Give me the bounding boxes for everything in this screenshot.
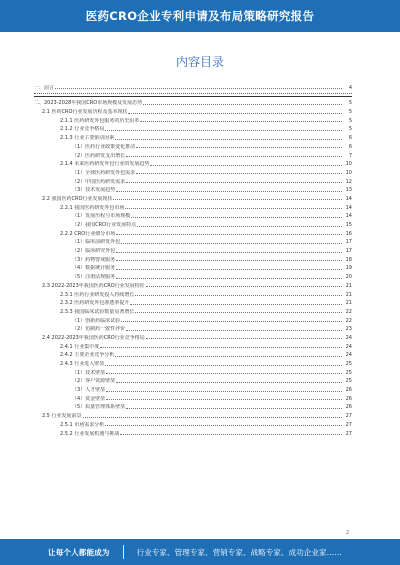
toc-entry-label: （1）技术壁垒 bbox=[72, 369, 106, 376]
toc-entry[interactable] bbox=[34, 315, 352, 324]
toc-entry-page: 26 bbox=[345, 387, 352, 394]
toc-entry[interactable] bbox=[34, 410, 352, 419]
toc-entry[interactable] bbox=[34, 263, 352, 272]
toc-entry-page: 26 bbox=[345, 395, 352, 402]
footer-banner bbox=[0, 539, 400, 565]
toc-entry-page: 26 bbox=[345, 404, 352, 411]
toc-leader-dots bbox=[128, 113, 342, 114]
toc-entry[interactable] bbox=[34, 419, 352, 428]
toc-leader-dots bbox=[135, 312, 342, 313]
toc-entry-page: 6 bbox=[348, 135, 352, 142]
toc-entry-page: 25 bbox=[345, 361, 352, 367]
toc-entry[interactable] bbox=[34, 202, 352, 211]
toc-entry[interactable] bbox=[34, 82, 352, 91]
toc-leader-dots bbox=[121, 243, 342, 244]
toc-entry[interactable] bbox=[34, 367, 352, 376]
toc-entry-page: 21 bbox=[345, 300, 352, 307]
toc-entry[interactable] bbox=[34, 332, 352, 341]
toc-entry-page: 20 bbox=[345, 274, 352, 281]
toc-leader-dots bbox=[143, 104, 342, 105]
toc-entry-page: 17 bbox=[345, 239, 352, 246]
toc-entry[interactable] bbox=[34, 254, 352, 263]
report-header bbox=[0, 0, 400, 32]
toc-entry-label: 二、2023-2028年我国CRO市场规模及发展态势 bbox=[34, 100, 143, 107]
toc-entry[interactable] bbox=[34, 402, 352, 411]
toc-entry-page: 10 bbox=[345, 169, 352, 176]
toc-entry[interactable] bbox=[34, 376, 352, 385]
toc-leader-dots bbox=[130, 304, 342, 305]
toc-entry[interactable] bbox=[34, 358, 352, 367]
toc-entry[interactable] bbox=[34, 167, 352, 176]
toc-leader-dots bbox=[105, 365, 342, 366]
toc-entry-page: 16 bbox=[345, 230, 352, 237]
toc-entry-label: 2.2.2 CRO行业细分市场 bbox=[60, 230, 116, 237]
toc-entry-label: （1）全球医药研发外包需求 bbox=[72, 169, 136, 176]
toc-leader-dots bbox=[136, 147, 342, 148]
toc-entry-label: （2）仿制药一致性评价 bbox=[72, 326, 126, 333]
toc-entry-page: 6 bbox=[348, 143, 352, 150]
report-title: 医药CRO企业专利申请及布局策略研究报告 bbox=[85, 9, 315, 23]
toc-entry[interactable] bbox=[34, 289, 352, 298]
toc-entry-page: 22 bbox=[345, 308, 352, 315]
toc-leader-dots bbox=[150, 165, 342, 166]
toc-entry[interactable] bbox=[34, 106, 352, 115]
toc-entry-page: 27 bbox=[345, 413, 352, 420]
toc-entry-label: 2.5 行业发展前景 bbox=[42, 413, 82, 420]
toc-entry-label: 2.3 2022-2023年我国医药CRO行业发展特征 bbox=[42, 282, 145, 289]
toc-entry-label: （2）医药研发支出增长 bbox=[72, 152, 126, 159]
toc-entry-page: 5 bbox=[348, 126, 352, 133]
toc-leader-dots bbox=[131, 217, 342, 218]
toc-leader-dots bbox=[137, 226, 342, 227]
toc-entry[interactable] bbox=[34, 141, 352, 150]
toc-entry-label: 2.2.1 我国医药研发外包市场 bbox=[60, 204, 125, 211]
toc-entry[interactable] bbox=[34, 150, 352, 159]
toc-entry-label: 2.3.3 我国临床试验数量显著增长 bbox=[60, 308, 135, 315]
toc-entry[interactable] bbox=[34, 159, 352, 168]
toc-entry-page: 23 bbox=[345, 326, 352, 333]
table-of-contents bbox=[34, 82, 352, 437]
toc-entry-label: （4）数据统计服务 bbox=[72, 265, 116, 272]
toc-entry-page: 14 bbox=[345, 204, 352, 211]
toc-entry-label: （1）创新药临床试验 bbox=[72, 317, 121, 324]
toc-entry-label: （5）注册法规服务 bbox=[72, 274, 116, 281]
toc-entry-page: 5 bbox=[348, 109, 352, 116]
toc-entry-label: （2）临床研究外包 bbox=[72, 248, 116, 255]
toc-leader-dots bbox=[105, 425, 342, 426]
toc-entry-label: （1）临床前研发外包 bbox=[72, 239, 121, 246]
toc-entry-label: （3）人才壁垒 bbox=[72, 387, 106, 394]
toc-entry-label: 2.1.1 医药研发外包服务的历史沿革 bbox=[60, 117, 140, 124]
toc-leader-dots bbox=[116, 252, 342, 253]
toc-entry-page: 27 bbox=[345, 421, 352, 428]
toc-entry-label: （3）药物警戒服务 bbox=[72, 256, 116, 263]
toc-entry-page: 25 bbox=[345, 369, 352, 376]
toc-entry-page: 24 bbox=[345, 343, 352, 350]
toc-leader-dots bbox=[116, 260, 342, 261]
toc-leader-dots bbox=[115, 139, 342, 140]
toc-leader-dots bbox=[120, 434, 342, 435]
toc-entry[interactable] bbox=[34, 271, 352, 280]
toc-leader-dots bbox=[125, 208, 342, 209]
toc-entry-label: 2.4.3 行业进入壁垒 bbox=[60, 361, 105, 367]
toc-entry-label: 2.4.2 主要企业竞争分析 bbox=[60, 352, 115, 359]
toc-entry[interactable] bbox=[34, 324, 352, 333]
toc-entry-label: 2.1.2 行业竞争格局 bbox=[60, 126, 105, 133]
toc-entry-label: 2.4 2022-2023年我国医药CRO行业竞争格局 bbox=[42, 334, 145, 341]
page-number: 2 bbox=[346, 530, 350, 536]
toc-entry[interactable] bbox=[34, 298, 352, 307]
toc-entry-label: 2.1 医药CRO行业发展历程及基本现状 bbox=[42, 109, 128, 116]
toc-entry-label: 2.1.4 未来医药研发外包行业的发展趋势 bbox=[60, 161, 150, 168]
toc-leader-dots bbox=[126, 182, 342, 183]
toc-entry-page: 18 bbox=[345, 256, 352, 263]
toc-entry-page: 24 bbox=[345, 334, 352, 341]
toc-leader-dots bbox=[83, 417, 342, 418]
toc-entry[interactable] bbox=[34, 115, 352, 124]
toc-entry-page: 17 bbox=[345, 248, 352, 255]
toc-entry-label: 2.5.1 市场需求分析 bbox=[60, 421, 105, 428]
toc-leader-dots bbox=[126, 156, 342, 157]
toc-leader-dots bbox=[135, 295, 342, 296]
toc-entry-page: 7 bbox=[348, 152, 352, 159]
toc-entry-page: 22 bbox=[345, 317, 352, 324]
toc-leader-dots bbox=[115, 356, 342, 357]
toc-leader-dots bbox=[105, 130, 342, 131]
toc-entry-page: 12 bbox=[345, 178, 352, 185]
toc-leader-dots bbox=[106, 373, 342, 374]
toc-entry-page: 4 bbox=[348, 84, 352, 91]
toc-entry-label: 一、前言 bbox=[34, 84, 55, 91]
toc-entry[interactable] bbox=[34, 185, 352, 194]
toc-leader-dots bbox=[136, 173, 342, 174]
toc-entry-page: 14 bbox=[345, 195, 352, 202]
toc-leader-dots bbox=[116, 382, 342, 383]
toc-entry[interactable] bbox=[34, 98, 352, 107]
toc-entry-label: （2）中国医药研发需求 bbox=[72, 178, 126, 185]
toc-entry[interactable] bbox=[34, 350, 352, 359]
toc-entry[interactable] bbox=[34, 341, 352, 350]
toc-leader-dots bbox=[100, 347, 342, 348]
toc-entry-label: 2.3.2 医药研发外包渗透率提升 bbox=[60, 300, 130, 307]
toc-leader-dots bbox=[106, 399, 342, 400]
toc-leader-dots bbox=[146, 338, 342, 339]
toc-entry-page: 24 bbox=[345, 352, 352, 359]
toc-entry-label: 2.2 我国医药CRO行业发展现状 bbox=[42, 195, 113, 202]
toc-entry[interactable] bbox=[34, 228, 352, 237]
toc-entry[interactable] bbox=[34, 211, 352, 220]
toc-entry[interactable] bbox=[34, 384, 352, 393]
toc-leader-dots bbox=[106, 391, 342, 392]
toc-entry-label: （1）发展历程与市场规模 bbox=[72, 213, 131, 220]
toc-entry[interactable] bbox=[34, 237, 352, 246]
toc-entry-label: 2.4.1 行业集中度 bbox=[60, 343, 100, 350]
toc-leader-dots bbox=[140, 121, 342, 122]
toc-entry-page: 13 bbox=[345, 187, 352, 194]
toc-entry[interactable] bbox=[34, 280, 352, 289]
toc-entry[interactable] bbox=[34, 306, 352, 315]
toc-entry-label: 2.3.1 医药行业研发投入持续增长 bbox=[60, 291, 135, 298]
toc-leader-dots bbox=[126, 408, 342, 409]
toc-entry[interactable] bbox=[34, 124, 352, 133]
toc-entry-label: 2.5.2 行业发展机遇与挑战 bbox=[60, 430, 120, 437]
toc-entry-label: （1）医药行业政策变化推动 bbox=[72, 143, 136, 150]
toc-entry-page: 21 bbox=[345, 291, 352, 298]
toc-leader-dots bbox=[116, 234, 342, 235]
toc-entry-label: （4）资金壁垒 bbox=[72, 395, 106, 402]
toc-entry-page: 5 bbox=[348, 100, 352, 107]
toc-entry[interactable] bbox=[34, 176, 352, 185]
toc-entry[interactable] bbox=[34, 132, 352, 141]
toc-entry[interactable] bbox=[34, 193, 352, 202]
toc-entry-page: 25 bbox=[345, 378, 352, 385]
toc-entry-page: 15 bbox=[345, 222, 352, 228]
toc-entry-page: 5 bbox=[348, 117, 352, 124]
toc-entry[interactable] bbox=[34, 393, 352, 402]
toc-leader-dots bbox=[116, 191, 342, 192]
toc-leader-dots bbox=[146, 286, 342, 287]
toc-entry-page: 14 bbox=[345, 213, 352, 220]
footer-brand: 让每个人都能成为 bbox=[48, 547, 110, 557]
toc-entry-label: （2）客户资源壁垒 bbox=[72, 378, 116, 385]
toc-entry-page: 19 bbox=[345, 265, 352, 272]
toc-leader-dots bbox=[116, 269, 342, 270]
toc-entry-label: （3）技术发展趋势 bbox=[72, 187, 116, 194]
toc-entry-label: （5）质量管理体系壁垒 bbox=[72, 404, 126, 411]
toc-entry[interactable] bbox=[34, 219, 352, 228]
toc-entry-label: （2）我国CRO行业发展特点 bbox=[72, 222, 137, 228]
toc-leader-dots bbox=[126, 330, 342, 331]
toc-leader-dots bbox=[113, 199, 342, 200]
toc-entry[interactable] bbox=[34, 428, 352, 437]
footer-divider bbox=[123, 545, 124, 559]
toc-rule bbox=[34, 93, 352, 94]
toc-entry-page: 21 bbox=[345, 282, 352, 289]
toc-rule bbox=[34, 96, 352, 97]
footer-slogan: 行业专家、管理专家、营销专家、战略专家、成功企业家…… bbox=[136, 547, 342, 557]
toc-leader-dots bbox=[121, 321, 342, 322]
toc-leader-dots bbox=[116, 278, 342, 279]
toc-entry-label: 2.1.3 行业主要驱动因素 bbox=[60, 135, 115, 142]
toc-leader-dots bbox=[55, 88, 342, 89]
toc-entry-page: 27 bbox=[345, 430, 352, 437]
toc-entry[interactable] bbox=[34, 245, 352, 254]
toc-title: 内容目录 bbox=[175, 55, 224, 69]
toc-entry-page: 10 bbox=[345, 161, 352, 168]
